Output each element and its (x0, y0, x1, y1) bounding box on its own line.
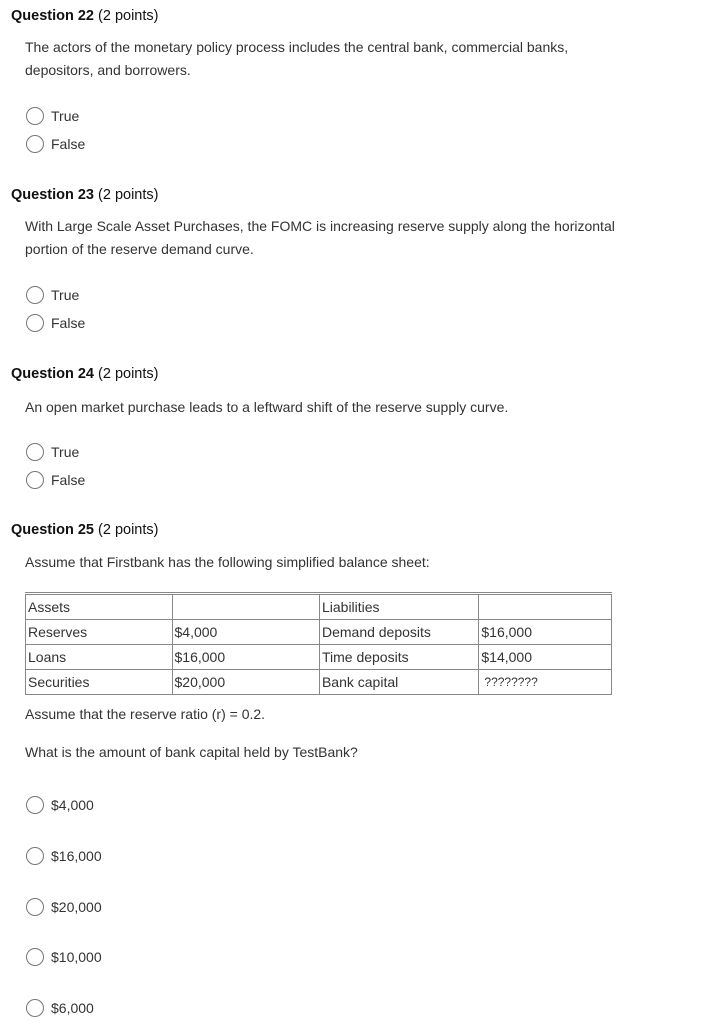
table-cell: $20,000 (172, 670, 319, 695)
q25-option-20000[interactable] (26, 896, 102, 918)
q25-option-16000[interactable] (26, 845, 102, 867)
table-cell (172, 594, 319, 620)
table-cell: $4,000 (172, 620, 319, 645)
option-label: False (51, 136, 86, 152)
question-24-text: An open market purchase leads to a leftward shift of the reserve supply curve. (25, 399, 509, 415)
option-label: $4,000 (51, 797, 94, 813)
q23-option-true[interactable] (26, 284, 79, 306)
radio-button[interactable] (26, 847, 44, 865)
option-label: $16,000 (51, 848, 102, 864)
table-row (26, 670, 612, 695)
table-row (26, 620, 612, 645)
table-cell: ???????? (479, 670, 612, 695)
q25-option-10000[interactable] (26, 946, 102, 968)
question-22-text: The actors of the monetary policy process includes the central bank, commercial banks, depositors, and borrowers. (25, 39, 569, 78)
question-23-text: With Large Scale Asset Purchases, the FOMC is increasing reserve supply along the horizontal portion of the reserve demand curve. (25, 218, 615, 257)
table-cell: Assets (26, 594, 173, 620)
question-number: Question 23 (11, 187, 94, 203)
question-25-title (11, 522, 158, 538)
table-cell: $14,000 (479, 645, 612, 670)
option-label: True (51, 287, 80, 303)
radio-button[interactable] (26, 796, 44, 814)
table-cell: Liabilities (319, 594, 478, 620)
table-cell (479, 594, 612, 620)
table-row (26, 645, 612, 670)
question-points: (2 points) (98, 187, 159, 203)
table-cell: $16,000 (479, 620, 612, 645)
q25-option-4000[interactable] (26, 794, 94, 816)
q24-option-true[interactable] (26, 441, 79, 463)
radio-button[interactable] (26, 948, 44, 966)
radio-button[interactable] (26, 286, 44, 304)
table-cell: $16,000 (172, 645, 319, 670)
option-label: $6,000 (51, 1000, 94, 1016)
radio-button[interactable] (26, 135, 44, 153)
q22-option-true[interactable] (26, 105, 79, 127)
table-cell: Demand deposits (319, 620, 478, 645)
reserve-ratio-text: Assume that the reserve ratio (r) = 0.2. (25, 706, 266, 722)
question-23-title (11, 187, 158, 203)
table-header-row (26, 594, 612, 620)
radio-button[interactable] (26, 314, 44, 332)
question-25-intro: Assume that Firstbank has the following simplified balance sheet: (25, 554, 430, 570)
table-cell: Loans (26, 645, 173, 670)
table-cell: Reserves (26, 620, 173, 645)
option-label: True (51, 108, 80, 124)
q23-option-false[interactable] (26, 312, 85, 334)
question-25-text: What is the amount of bank capital held by TestBank? (25, 744, 358, 760)
q25-option-6000[interactable] (26, 997, 94, 1019)
option-label: False (51, 315, 86, 331)
radio-button[interactable] (26, 107, 44, 125)
question-22-title (11, 8, 158, 24)
question-points: (2 points) (98, 8, 159, 24)
radio-button[interactable] (26, 443, 44, 461)
q22-option-false[interactable] (26, 133, 85, 155)
table-cell: Bank capital (319, 670, 478, 695)
question-number: Question 25 (11, 522, 94, 538)
question-points: (2 points) (98, 366, 159, 382)
table-cell: Time deposits (319, 645, 478, 670)
table-cell: Securities (26, 670, 173, 695)
option-label: $10,000 (51, 949, 102, 965)
option-label: False (51, 472, 86, 488)
q24-option-false[interactable] (26, 469, 85, 491)
question-number: Question 24 (11, 366, 94, 382)
radio-button[interactable] (26, 898, 44, 916)
option-label: True (51, 444, 80, 460)
radio-button[interactable] (26, 999, 44, 1017)
balance-sheet-table (25, 592, 612, 695)
option-label: $20,000 (51, 899, 102, 915)
radio-button[interactable] (26, 471, 44, 489)
question-points: (2 points) (98, 522, 159, 538)
question-24-title (11, 366, 158, 382)
question-number: Question 22 (11, 8, 94, 24)
